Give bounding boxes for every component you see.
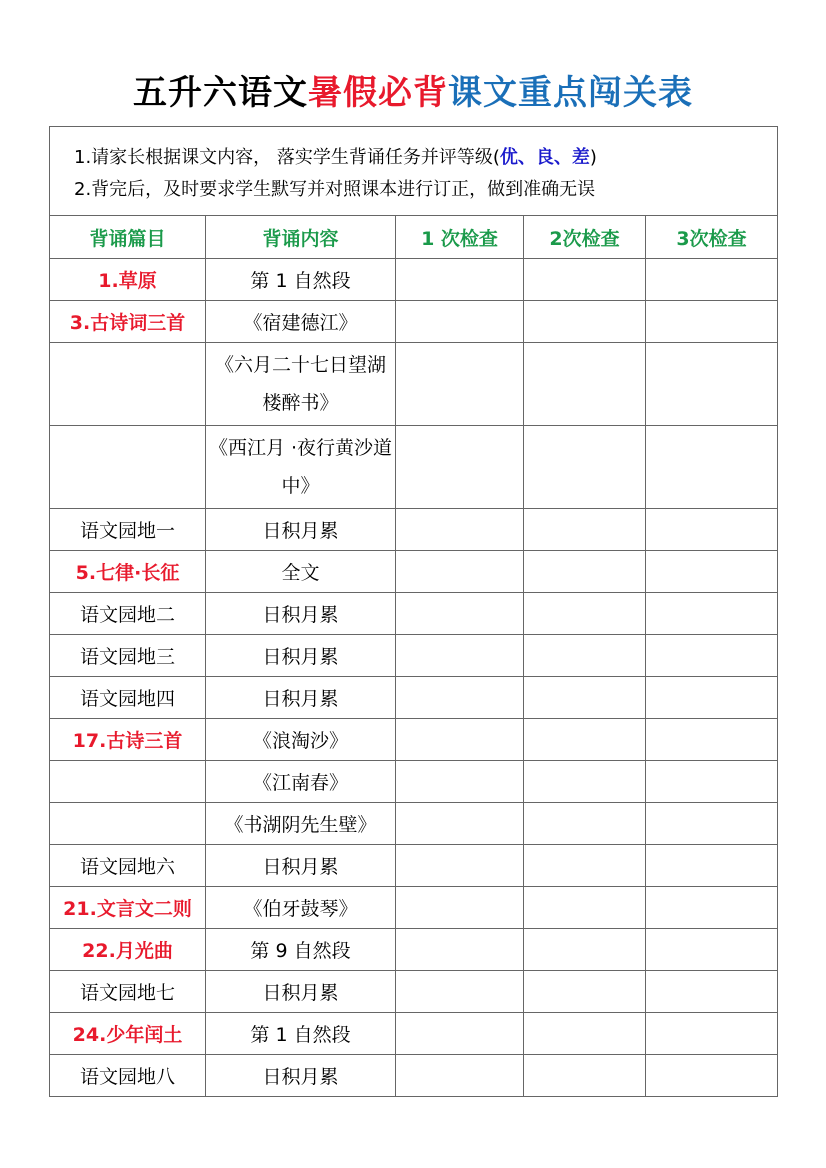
check-cell[interactable] [646, 635, 778, 677]
check-cell[interactable] [646, 551, 778, 593]
check-cell[interactable] [646, 677, 778, 719]
check-cell[interactable] [524, 887, 646, 929]
row-title: 3.古诗词三首 [50, 301, 206, 343]
title-part-2: 暑假必背 [308, 73, 448, 113]
table-row [50, 761, 778, 803]
table-row [50, 677, 778, 719]
check-cell[interactable] [646, 845, 778, 887]
row-content: 《伯牙鼓琴》 [206, 887, 396, 929]
row-content: 《浪淘沙》 [206, 719, 396, 761]
page-title [0, 68, 826, 118]
row-content: 第 1 自然段 [206, 1013, 396, 1055]
row-content: 日积月累 [206, 593, 396, 635]
row-title: 21.文言文二则 [50, 887, 206, 929]
row-title: 语文园地六 [50, 845, 206, 887]
check-cell[interactable] [646, 887, 778, 929]
row-content: 第 9 自然段 [206, 929, 396, 971]
row-content: 日积月累 [206, 509, 396, 551]
check-cell[interactable] [524, 259, 646, 301]
check-cell[interactable] [524, 761, 646, 803]
table-row [50, 845, 778, 887]
row-content: 日积月累 [206, 971, 396, 1013]
title-part-1: 五升六语文 [133, 73, 308, 113]
table-row [50, 1013, 778, 1055]
check-cell[interactable] [646, 1013, 778, 1055]
table-row [50, 593, 778, 635]
table-row [50, 929, 778, 971]
check-cell[interactable] [646, 761, 778, 803]
grade-good: 优 [499, 147, 518, 168]
check-cell[interactable] [646, 929, 778, 971]
row-content: 日积月累 [206, 635, 396, 677]
row-content: 全文 [206, 551, 396, 593]
row-content: 《江南春》 [206, 761, 396, 803]
table-row [50, 971, 778, 1013]
check-cell[interactable] [396, 509, 524, 551]
row-title: 语文园地一 [50, 509, 206, 551]
check-cell[interactable] [396, 343, 524, 426]
check-cell[interactable] [646, 301, 778, 343]
row-content: 《六月二十七日望湖楼醉书》 [206, 343, 396, 426]
instructions [50, 127, 778, 216]
table-row [50, 635, 778, 677]
row-title: 1.草原 [50, 259, 206, 301]
check-cell[interactable] [396, 259, 524, 301]
table-row [50, 1055, 778, 1097]
check-cell[interactable] [396, 719, 524, 761]
check-cell[interactable] [646, 593, 778, 635]
check-cell[interactable] [524, 343, 646, 426]
check-cell[interactable] [524, 301, 646, 343]
check-cell[interactable] [396, 301, 524, 343]
check-cell[interactable] [396, 803, 524, 845]
row-title: 语文园地三 [50, 635, 206, 677]
row-title: 语文园地二 [50, 593, 206, 635]
header-row [50, 216, 778, 259]
row-title [50, 426, 206, 509]
title-part-3: 课文重点闯关表 [448, 73, 693, 113]
row-title: 22.月光曲 [50, 929, 206, 971]
header-title: 背诵篇目 [50, 216, 206, 259]
header-content: 背诵内容 [206, 216, 396, 259]
check-cell[interactable] [646, 343, 778, 426]
check-cell[interactable] [396, 761, 524, 803]
row-content: 《书湖阴先生壁》 [206, 803, 396, 845]
check-cell[interactable] [524, 971, 646, 1013]
check-cell[interactable] [396, 845, 524, 887]
row-content: 日积月累 [206, 1055, 396, 1097]
row-title [50, 803, 206, 845]
table-row [50, 887, 778, 929]
row-title: 语文园地八 [50, 1055, 206, 1097]
check-cell[interactable] [396, 1055, 524, 1097]
header-check-2: 2次检查 [524, 216, 646, 259]
check-cell[interactable] [524, 719, 646, 761]
instruction-1-suffix: ) [589, 147, 597, 168]
check-cell[interactable] [396, 887, 524, 929]
check-cell[interactable] [646, 1055, 778, 1097]
row-title [50, 343, 206, 426]
check-cell[interactable] [646, 509, 778, 551]
row-content: 《西江月 ·夜行黄沙道中》 [206, 426, 396, 509]
check-cell[interactable] [524, 593, 646, 635]
check-cell[interactable] [396, 1013, 524, 1055]
check-cell[interactable] [396, 551, 524, 593]
row-title: 17.古诗三首 [50, 719, 206, 761]
check-cell[interactable] [646, 971, 778, 1013]
table-row [50, 259, 778, 301]
check-cell[interactable] [396, 593, 524, 635]
grade-bad: 差 [571, 147, 590, 168]
row-title: 24.少年闰土 [50, 1013, 206, 1055]
header-check-3: 3次检查 [646, 216, 778, 259]
check-cell[interactable] [646, 719, 778, 761]
table-row [50, 509, 778, 551]
check-cell[interactable] [524, 1013, 646, 1055]
check-cell[interactable] [524, 929, 646, 971]
check-cell[interactable] [524, 426, 646, 509]
check-cell[interactable] [524, 509, 646, 551]
checklist-table [49, 126, 778, 1097]
check-cell[interactable] [524, 1055, 646, 1097]
table-row [50, 551, 778, 593]
table-row [50, 301, 778, 343]
check-cell[interactable] [646, 803, 778, 845]
table-row [50, 803, 778, 845]
table-row [50, 719, 778, 761]
row-title [50, 761, 206, 803]
table-row [50, 426, 778, 509]
check-cell[interactable] [396, 635, 524, 677]
grade-ok: 良 [535, 147, 554, 168]
row-title: 5.七律·长征 [50, 551, 206, 593]
check-cell[interactable] [524, 803, 646, 845]
row-content: 日积月累 [206, 845, 396, 887]
instruction-line-2: 2.背完后，及时要求学生默写并对照课本进行订正，做到准确无误 [74, 179, 596, 200]
instruction-line-1 [74, 142, 777, 174]
row-content: 《宿建德江》 [206, 301, 396, 343]
row-content: 日积月累 [206, 677, 396, 719]
instruction-1-text: 1.请家长根据课文内容， 落实学生背诵任务并评等级( [74, 147, 500, 168]
check-cell[interactable] [646, 259, 778, 301]
table-row [50, 343, 778, 426]
check-cell[interactable] [396, 929, 524, 971]
row-content: 第 1 自然段 [206, 259, 396, 301]
grade-sep-1: 、 [517, 147, 536, 168]
check-cell[interactable] [646, 426, 778, 509]
header-check-1: 1 次检查 [396, 216, 524, 259]
check-cell[interactable] [524, 677, 646, 719]
check-cell[interactable] [396, 426, 524, 509]
row-title: 语文园地四 [50, 677, 206, 719]
check-cell[interactable] [396, 971, 524, 1013]
row-title: 语文园地七 [50, 971, 206, 1013]
check-cell[interactable] [524, 551, 646, 593]
grade-sep-2: 、 [553, 147, 572, 168]
check-cell[interactable] [524, 845, 646, 887]
check-cell[interactable] [396, 677, 524, 719]
check-cell[interactable] [524, 635, 646, 677]
